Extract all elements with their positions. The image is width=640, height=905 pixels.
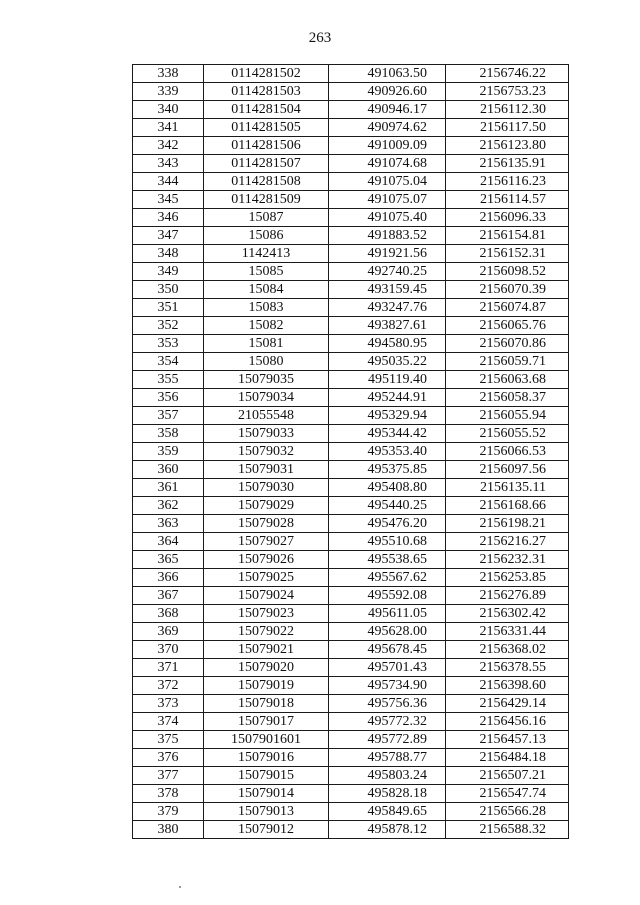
point-number-cell: 343 bbox=[133, 155, 204, 173]
table-row bbox=[133, 209, 569, 227]
x-coordinate-cell: 495828.18 bbox=[329, 785, 446, 803]
y-coordinate-cell: 2156547.74 bbox=[446, 785, 569, 803]
table-row bbox=[133, 353, 569, 371]
point-number-cell: 353 bbox=[133, 335, 204, 353]
point-id-cell: 15079013 bbox=[204, 803, 329, 821]
y-coordinate-cell: 2156588.32 bbox=[446, 821, 569, 839]
point-number-cell: 361 bbox=[133, 479, 204, 497]
point-id-cell: 15079025 bbox=[204, 569, 329, 587]
y-coordinate-cell: 2156065.76 bbox=[446, 317, 569, 335]
y-coordinate-cell: 2156484.18 bbox=[446, 749, 569, 767]
x-coordinate-cell: 493827.61 bbox=[329, 317, 446, 335]
x-coordinate-cell: 495567.62 bbox=[329, 569, 446, 587]
x-coordinate-cell: 495375.85 bbox=[329, 461, 446, 479]
x-coordinate-cell: 495734.90 bbox=[329, 677, 446, 695]
point-id-cell: 15087 bbox=[204, 209, 329, 227]
x-coordinate-cell: 495611.05 bbox=[329, 605, 446, 623]
x-coordinate-cell: 492740.25 bbox=[329, 263, 446, 281]
point-number-cell: 355 bbox=[133, 371, 204, 389]
y-coordinate-cell: 2156507.21 bbox=[446, 767, 569, 785]
point-number-cell: 354 bbox=[133, 353, 204, 371]
table-row bbox=[133, 371, 569, 389]
y-coordinate-cell: 2156456.16 bbox=[446, 713, 569, 731]
table-row bbox=[133, 83, 569, 101]
point-id-cell: 15079021 bbox=[204, 641, 329, 659]
x-coordinate-cell: 495849.65 bbox=[329, 803, 446, 821]
page-number: 263 bbox=[308, 30, 332, 46]
y-coordinate-cell: 2156368.02 bbox=[446, 641, 569, 659]
table-row bbox=[133, 227, 569, 245]
point-id-cell: 15079015 bbox=[204, 767, 329, 785]
y-coordinate-cell: 2156152.31 bbox=[446, 245, 569, 263]
point-number-cell: 380 bbox=[133, 821, 204, 839]
point-number-cell: 352 bbox=[133, 317, 204, 335]
point-number-cell: 350 bbox=[133, 281, 204, 299]
point-number-cell: 378 bbox=[133, 785, 204, 803]
table-row bbox=[133, 785, 569, 803]
point-number-cell: 340 bbox=[133, 101, 204, 119]
coordinates-table-body bbox=[133, 65, 569, 839]
y-coordinate-cell: 2156276.89 bbox=[446, 587, 569, 605]
point-id-cell: 0114281509 bbox=[204, 191, 329, 209]
point-id-cell: 15079016 bbox=[204, 749, 329, 767]
point-id-cell: 15082 bbox=[204, 317, 329, 335]
point-number-cell: 346 bbox=[133, 209, 204, 227]
y-coordinate-cell: 2156074.87 bbox=[446, 299, 569, 317]
point-id-cell: 15079012 bbox=[204, 821, 329, 839]
table-row bbox=[133, 803, 569, 821]
point-id-cell: 1507901601 bbox=[204, 731, 329, 749]
y-coordinate-cell: 2156135.11 bbox=[446, 479, 569, 497]
point-number-cell: 366 bbox=[133, 569, 204, 587]
coordinates-table bbox=[132, 64, 569, 839]
x-coordinate-cell: 495408.80 bbox=[329, 479, 446, 497]
point-number-cell: 379 bbox=[133, 803, 204, 821]
point-number-cell: 341 bbox=[133, 119, 204, 137]
point-number-cell: 347 bbox=[133, 227, 204, 245]
table-row bbox=[133, 623, 569, 641]
table-row bbox=[133, 299, 569, 317]
point-id-cell: 15079027 bbox=[204, 533, 329, 551]
y-coordinate-cell: 2156746.22 bbox=[446, 65, 569, 83]
point-id-cell: 15079030 bbox=[204, 479, 329, 497]
table-row bbox=[133, 497, 569, 515]
point-id-cell: 15079022 bbox=[204, 623, 329, 641]
point-number-cell: 372 bbox=[133, 677, 204, 695]
y-coordinate-cell: 2156116.23 bbox=[446, 173, 569, 191]
y-coordinate-cell: 2156112.30 bbox=[446, 101, 569, 119]
point-number-cell: 351 bbox=[133, 299, 204, 317]
y-coordinate-cell: 2156168.66 bbox=[446, 497, 569, 515]
point-number-cell: 349 bbox=[133, 263, 204, 281]
x-coordinate-cell: 491075.40 bbox=[329, 209, 446, 227]
point-number-cell: 365 bbox=[133, 551, 204, 569]
point-number-cell: 356 bbox=[133, 389, 204, 407]
y-coordinate-cell: 2156429.14 bbox=[446, 695, 569, 713]
table-row bbox=[133, 65, 569, 83]
y-coordinate-cell: 2156055.94 bbox=[446, 407, 569, 425]
x-coordinate-cell: 495678.45 bbox=[329, 641, 446, 659]
table-row bbox=[133, 659, 569, 677]
y-coordinate-cell: 2156097.56 bbox=[446, 461, 569, 479]
x-coordinate-cell: 491921.56 bbox=[329, 245, 446, 263]
y-coordinate-cell: 2156302.42 bbox=[446, 605, 569, 623]
table-row bbox=[133, 263, 569, 281]
table-row bbox=[133, 479, 569, 497]
x-coordinate-cell: 490946.17 bbox=[329, 101, 446, 119]
y-coordinate-cell: 2156378.55 bbox=[446, 659, 569, 677]
y-coordinate-cell: 2156457.13 bbox=[446, 731, 569, 749]
point-number-cell: 358 bbox=[133, 425, 204, 443]
table-row bbox=[133, 515, 569, 533]
table-row bbox=[133, 407, 569, 425]
point-id-cell: 15079020 bbox=[204, 659, 329, 677]
point-id-cell: 15079026 bbox=[204, 551, 329, 569]
point-number-cell: 357 bbox=[133, 407, 204, 425]
point-id-cell: 0114281507 bbox=[204, 155, 329, 173]
y-coordinate-cell: 2156098.52 bbox=[446, 263, 569, 281]
x-coordinate-cell: 495756.36 bbox=[329, 695, 446, 713]
table-row bbox=[133, 605, 569, 623]
point-number-cell: 375 bbox=[133, 731, 204, 749]
y-coordinate-cell: 2156059.71 bbox=[446, 353, 569, 371]
point-id-cell: 15079017 bbox=[204, 713, 329, 731]
y-coordinate-cell: 2156096.33 bbox=[446, 209, 569, 227]
point-id-cell: 0114281505 bbox=[204, 119, 329, 137]
table-row bbox=[133, 335, 569, 353]
table-row bbox=[133, 425, 569, 443]
y-coordinate-cell: 2156063.68 bbox=[446, 371, 569, 389]
y-coordinate-cell: 2156066.53 bbox=[446, 443, 569, 461]
x-coordinate-cell: 495592.08 bbox=[329, 587, 446, 605]
x-coordinate-cell: 495035.22 bbox=[329, 353, 446, 371]
x-coordinate-cell: 491063.50 bbox=[329, 65, 446, 83]
point-id-cell: 0114281508 bbox=[204, 173, 329, 191]
x-coordinate-cell: 495244.91 bbox=[329, 389, 446, 407]
point-number-cell: 342 bbox=[133, 137, 204, 155]
table-row bbox=[133, 389, 569, 407]
y-coordinate-cell: 2156058.37 bbox=[446, 389, 569, 407]
y-coordinate-cell: 2156398.60 bbox=[446, 677, 569, 695]
y-coordinate-cell: 2156135.91 bbox=[446, 155, 569, 173]
y-coordinate-cell: 2156216.27 bbox=[446, 533, 569, 551]
x-coordinate-cell: 495628.00 bbox=[329, 623, 446, 641]
point-id-cell: 0114281504 bbox=[204, 101, 329, 119]
point-number-cell: 373 bbox=[133, 695, 204, 713]
point-number-cell: 370 bbox=[133, 641, 204, 659]
y-coordinate-cell: 2156232.31 bbox=[446, 551, 569, 569]
point-id-cell: 15086 bbox=[204, 227, 329, 245]
point-id-cell: 15081 bbox=[204, 335, 329, 353]
y-coordinate-cell: 2156154.81 bbox=[446, 227, 569, 245]
y-coordinate-cell: 2156566.28 bbox=[446, 803, 569, 821]
x-coordinate-cell: 495476.20 bbox=[329, 515, 446, 533]
table-row bbox=[133, 713, 569, 731]
point-number-cell: 368 bbox=[133, 605, 204, 623]
table-row bbox=[133, 461, 569, 479]
y-coordinate-cell: 2156753.23 bbox=[446, 83, 569, 101]
point-number-cell: 360 bbox=[133, 461, 204, 479]
point-id-cell: 15079035 bbox=[204, 371, 329, 389]
scan-speck bbox=[179, 886, 181, 888]
table-row bbox=[133, 587, 569, 605]
table-row bbox=[133, 191, 569, 209]
y-coordinate-cell: 2156070.39 bbox=[446, 281, 569, 299]
point-id-cell: 15079031 bbox=[204, 461, 329, 479]
point-id-cell: 0114281502 bbox=[204, 65, 329, 83]
table-row bbox=[133, 821, 569, 839]
y-coordinate-cell: 2156198.21 bbox=[446, 515, 569, 533]
x-coordinate-cell: 495119.40 bbox=[329, 371, 446, 389]
table-row bbox=[133, 245, 569, 263]
table-row bbox=[133, 101, 569, 119]
table-row bbox=[133, 641, 569, 659]
table-row bbox=[133, 533, 569, 551]
point-number-cell: 344 bbox=[133, 173, 204, 191]
point-id-cell: 15080 bbox=[204, 353, 329, 371]
x-coordinate-cell: 490926.60 bbox=[329, 83, 446, 101]
point-number-cell: 339 bbox=[133, 83, 204, 101]
x-coordinate-cell: 495803.24 bbox=[329, 767, 446, 785]
point-id-cell: 15079034 bbox=[204, 389, 329, 407]
point-number-cell: 371 bbox=[133, 659, 204, 677]
point-id-cell: 15079033 bbox=[204, 425, 329, 443]
table-row bbox=[133, 677, 569, 695]
point-number-cell: 377 bbox=[133, 767, 204, 785]
x-coordinate-cell: 495701.43 bbox=[329, 659, 446, 677]
point-id-cell: 15084 bbox=[204, 281, 329, 299]
y-coordinate-cell: 2156253.85 bbox=[446, 569, 569, 587]
x-coordinate-cell: 494580.95 bbox=[329, 335, 446, 353]
x-coordinate-cell: 495329.94 bbox=[329, 407, 446, 425]
point-id-cell: 21055548 bbox=[204, 407, 329, 425]
y-coordinate-cell: 2156114.57 bbox=[446, 191, 569, 209]
x-coordinate-cell: 491009.09 bbox=[329, 137, 446, 155]
x-coordinate-cell: 490974.62 bbox=[329, 119, 446, 137]
y-coordinate-cell: 2156117.50 bbox=[446, 119, 569, 137]
y-coordinate-cell: 2156055.52 bbox=[446, 425, 569, 443]
point-number-cell: 369 bbox=[133, 623, 204, 641]
y-coordinate-cell: 2156070.86 bbox=[446, 335, 569, 353]
point-id-cell: 0114281503 bbox=[204, 83, 329, 101]
x-coordinate-cell: 493159.45 bbox=[329, 281, 446, 299]
x-coordinate-cell: 491883.52 bbox=[329, 227, 446, 245]
point-number-cell: 348 bbox=[133, 245, 204, 263]
table-row bbox=[133, 767, 569, 785]
point-number-cell: 362 bbox=[133, 497, 204, 515]
point-id-cell: 15079023 bbox=[204, 605, 329, 623]
x-coordinate-cell: 495344.42 bbox=[329, 425, 446, 443]
point-number-cell: 338 bbox=[133, 65, 204, 83]
table-row bbox=[133, 119, 569, 137]
x-coordinate-cell: 495772.89 bbox=[329, 731, 446, 749]
x-coordinate-cell: 495510.68 bbox=[329, 533, 446, 551]
point-number-cell: 345 bbox=[133, 191, 204, 209]
point-id-cell: 0114281506 bbox=[204, 137, 329, 155]
point-id-cell: 15083 bbox=[204, 299, 329, 317]
x-coordinate-cell: 495878.12 bbox=[329, 821, 446, 839]
table-row bbox=[133, 317, 569, 335]
x-coordinate-cell: 495788.77 bbox=[329, 749, 446, 767]
point-number-cell: 367 bbox=[133, 587, 204, 605]
x-coordinate-cell: 491075.07 bbox=[329, 191, 446, 209]
table-row bbox=[133, 695, 569, 713]
point-id-cell: 15079014 bbox=[204, 785, 329, 803]
point-number-cell: 364 bbox=[133, 533, 204, 551]
point-id-cell: 1142413 bbox=[204, 245, 329, 263]
table-row bbox=[133, 551, 569, 569]
y-coordinate-cell: 2156123.80 bbox=[446, 137, 569, 155]
point-id-cell: 15079032 bbox=[204, 443, 329, 461]
point-number-cell: 359 bbox=[133, 443, 204, 461]
table-row bbox=[133, 173, 569, 191]
x-coordinate-cell: 491075.04 bbox=[329, 173, 446, 191]
table-row bbox=[133, 137, 569, 155]
x-coordinate-cell: 495772.32 bbox=[329, 713, 446, 731]
table-row bbox=[133, 155, 569, 173]
x-coordinate-cell: 495440.25 bbox=[329, 497, 446, 515]
x-coordinate-cell: 493247.76 bbox=[329, 299, 446, 317]
y-coordinate-cell: 2156331.44 bbox=[446, 623, 569, 641]
point-id-cell: 15079028 bbox=[204, 515, 329, 533]
table-row bbox=[133, 569, 569, 587]
x-coordinate-cell: 491074.68 bbox=[329, 155, 446, 173]
table-row bbox=[133, 749, 569, 767]
point-id-cell: 15079024 bbox=[204, 587, 329, 605]
point-id-cell: 15085 bbox=[204, 263, 329, 281]
x-coordinate-cell: 495538.65 bbox=[329, 551, 446, 569]
table-row bbox=[133, 281, 569, 299]
point-number-cell: 374 bbox=[133, 713, 204, 731]
point-id-cell: 15079019 bbox=[204, 677, 329, 695]
point-number-cell: 376 bbox=[133, 749, 204, 767]
table-row bbox=[133, 443, 569, 461]
point-id-cell: 15079029 bbox=[204, 497, 329, 515]
point-number-cell: 363 bbox=[133, 515, 204, 533]
point-id-cell: 15079018 bbox=[204, 695, 329, 713]
table-row bbox=[133, 731, 569, 749]
x-coordinate-cell: 495353.40 bbox=[329, 443, 446, 461]
